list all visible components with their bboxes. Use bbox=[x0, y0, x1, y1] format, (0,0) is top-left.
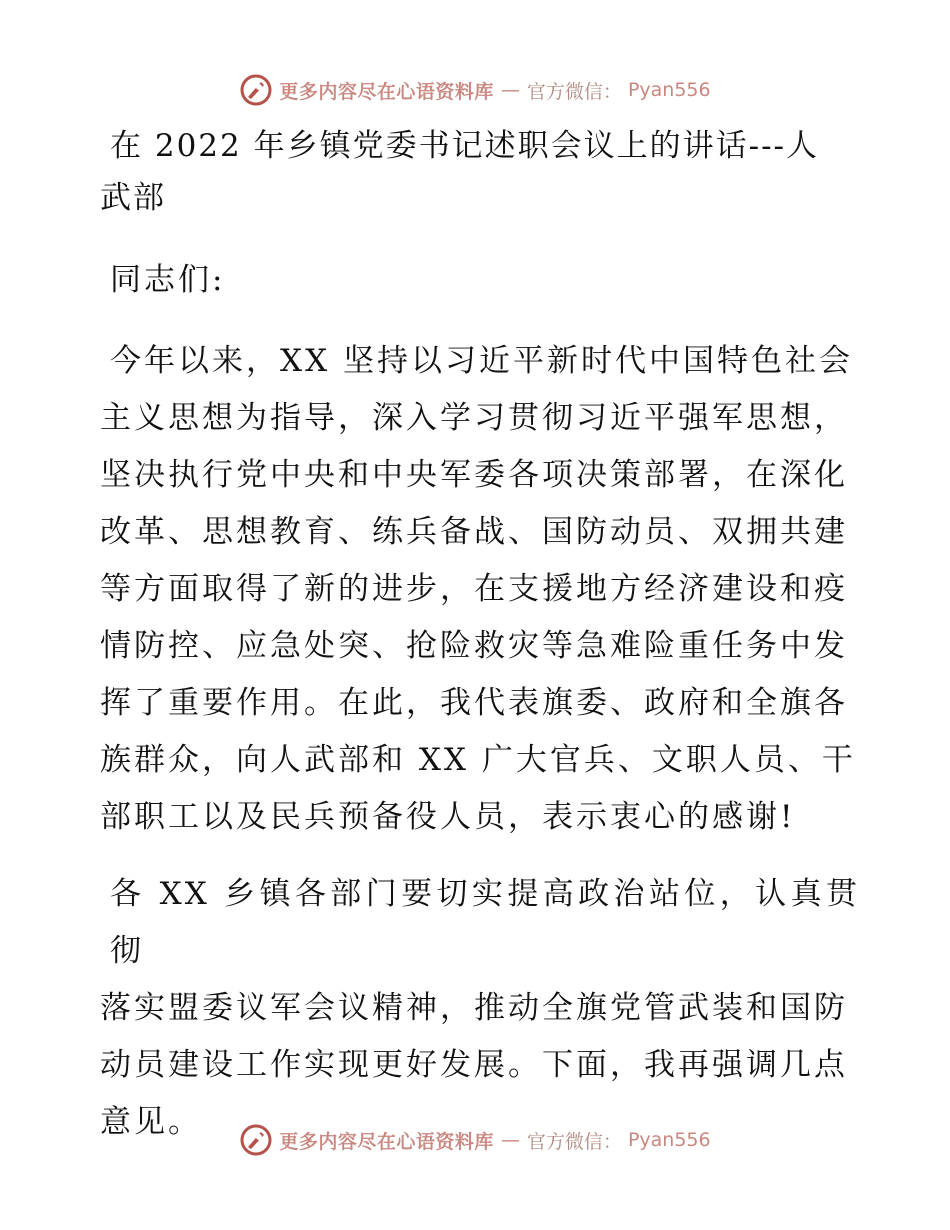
paragraph-line: 主义思想为指导，深入学习贯彻习近平强军思想， bbox=[100, 400, 848, 436]
watermark-footer bbox=[0, 1120, 950, 1160]
greeting: 同志们: bbox=[110, 262, 226, 298]
watermark-main-text: 更多内容尽在心语资料库 bbox=[279, 1130, 494, 1153]
document-body bbox=[100, 120, 860, 1151]
watermark-dash: — bbox=[500, 79, 520, 101]
paragraph-line: 意见。 bbox=[100, 1104, 202, 1140]
watermark-wechat-label: 官方微信： bbox=[526, 80, 622, 103]
watermark-wechat-id: Pyan556 bbox=[627, 1129, 711, 1151]
watermark-wechat-label: 官方微信： bbox=[526, 1130, 622, 1153]
paragraph-line: 改革、思想教育、练兵备战、国防动员、双拥共建 bbox=[100, 514, 848, 550]
title-line-2: 武部 bbox=[100, 180, 166, 216]
watermark-wechat-id: Pyan556 bbox=[627, 79, 711, 101]
paragraph-line: 今年以来，XX 坚持以习近平新时代中国特色社会 bbox=[110, 343, 853, 379]
paragraph-line: 部职工以及民兵预备役人员，表示衷心的感谢! bbox=[100, 799, 796, 835]
paragraph-1 bbox=[100, 333, 860, 846]
paragraph-line: 各 XX 乡镇各部门要切实提高政治站位，认真贯彻 bbox=[110, 876, 860, 969]
feather-pen-logo-icon bbox=[239, 1123, 273, 1157]
paragraph-2 bbox=[100, 866, 860, 1151]
paragraph-line: 情防控、应急处突、抢险救灾等急难险重任务中发 bbox=[100, 628, 848, 664]
paragraph-line: 等方面取得了新的进步，在支援地方经济建设和疫 bbox=[100, 571, 848, 607]
watermark-header bbox=[0, 70, 950, 110]
watermark-main-text: 更多内容尽在心语资料库 bbox=[279, 80, 494, 103]
paragraph-line: 族群众，向人武部和 XX 广大官兵、文职人员、干 bbox=[100, 742, 856, 778]
watermark-dash: — bbox=[500, 1129, 520, 1151]
feather-pen-logo-icon bbox=[239, 73, 273, 107]
paragraph-line: 动员建设工作实现更好发展。下面，我再强调几点 bbox=[100, 1047, 848, 1083]
paragraph-line: 挥了重要作用。在此，我代表旗委、政府和全旗各 bbox=[100, 685, 848, 721]
paragraph-line: 坚决执行党中央和中央军委各项决策部署，在深化 bbox=[100, 457, 848, 493]
paragraph-line: 落实盟委议军会议精神，推动全旗党管武装和国防 bbox=[100, 990, 848, 1026]
title-line-1: 在 2022 年乡镇党委书记述职会议上的讲话---人 bbox=[110, 128, 820, 164]
document-title bbox=[100, 120, 860, 172]
